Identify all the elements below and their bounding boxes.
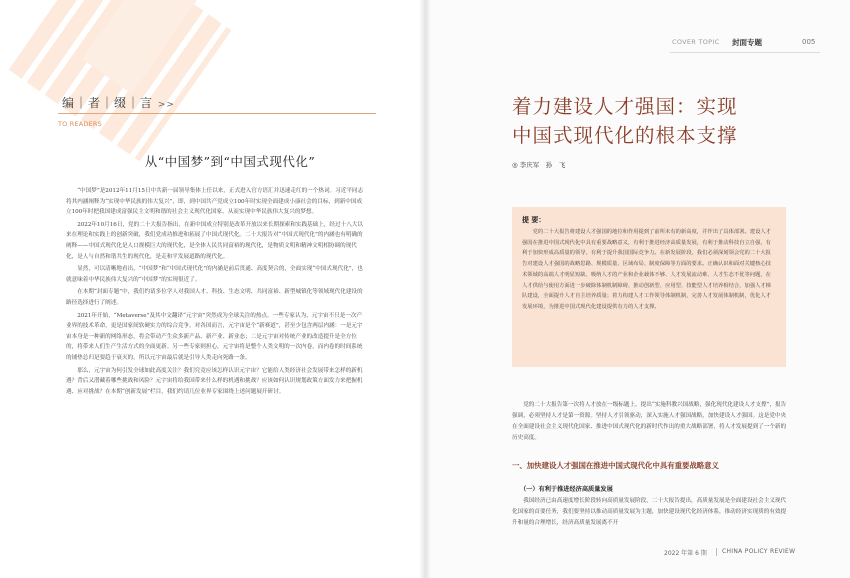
article-authors: ◎ 李庆军 孙 飞	[512, 161, 566, 169]
section-subtitle: TO READERS	[58, 120, 102, 128]
section-title	[62, 94, 175, 111]
editor-note-title: 从“中国梦”到“中国式现代化”	[144, 154, 316, 169]
page-gutter	[419, 0, 431, 578]
section-heading: 一、加快建设人才强国在推进中国式现代化中具有重要战略意义	[512, 461, 719, 470]
section-title-text: 编｜者｜缀｜言	[62, 96, 154, 110]
abstract-label: 提 要：	[522, 216, 546, 224]
section-rule	[58, 113, 376, 114]
article-body: 我国经济已由高速度增长阶段转向高质量发展阶段，二十大报告提出，高质量发展是全面建设社会主义现代化国家的首要任务，我们要坚持以推动高质量发展为主题，加快建设现代化经济体系，推动经济实现质的有效提升和量的合理增长，经济高质量发展离不开	[512, 498, 787, 526]
article-title-line-2: 中国式现代化的根本支撑	[512, 124, 738, 147]
article-intro: 党的二十大报告第一次将人才放在一级标题上，提出“实施科教兴国战略，强化现代化建设人才支撑”，报告强调，必须坚持人才是第一资源。坚持人才引领驱动，深入实施人才强国战略，加快建设人才强国。这是党中央在全面建设社会主义现代化国家、推进中国式现代化的新时代作出的重大战略部署，将人才发展提到了一个新的历史高度。	[512, 402, 787, 441]
editor-paragraph: 显然，可以清晰地看出，“中国梦”和“中国式现代化”的内涵是前后贯通、高度契合的，全面实现“中国式现代化”，也就意味着中华民族伟大复兴的“中国梦”的实现很近了。	[66, 266, 363, 283]
editor-paragraph: 那么，元宇宙为何引发全球如此高度关注？我们究竟应该怎样认识元宇宙？它能给人类经济社会发展带来怎样的新机遇？背后又潜藏着哪些挑战和风险？元宇宙将给我国带来什么样的机遇和挑战？应该如何认识规划政策方面发力来把握机遇、应对挑战？在本期“创新发展”栏目，我们约请几位业界专家围绕上述问题展开研讨。	[66, 367, 363, 395]
header-rule	[670, 52, 820, 53]
footer-divider	[716, 548, 717, 556]
editor-note-body	[66, 186, 366, 399]
article-title	[512, 92, 802, 150]
section-title-arrow: >>	[157, 100, 175, 110]
issue-label: 2022 年第 6 期	[664, 550, 707, 557]
abstract-text: 党的二十大报告将建设人才强国的地位和作用提到了前所未有的新高度，并作出了具体部署。建设人才强国在推进中国式现代化中具有重要战略意义，有利于推进经济高质量发展，有利于推动科技自立自强，有利于加快形成高质量的领导，有利于提升我国国际竞争力。在新发展阶段，我们必须深刻领会党的二十大报告对建设人才强国的战略思路、规模质量、区域布局、制度保障等方面的要求。正确认识和面对关键核心技术领域的高端人才明显短缺、吸纳人才的产业和企业载体不够、人才发展流动难、人才生态不优等问题，在人才供给与使用方面进一步破除体制机制障碍，推动创新型、应用型、技能型人才培养相结合，加强人才梯队建设，全面提升人才自主培养质量；着力构建人才工作领导体制机制，完善人才发展体制机制，优化人才发展环境，为推进中国式现代化建设提供有力的人才支撑。	[522, 229, 771, 310]
editor-paragraph: 2021年开始，“Metaverse”及其中文翻译“元宇宙”突然成为全球关注的热点。一些专家认为，元宇宙不只是一次产业界的技术革命，更是国家间软硬实力的综合竞争。对各国而言，元宇宙是个“新赛道”，甚至少包含两层内涵：一是元宇宙本身是一种新的网络形态，将会带动产生众多新产品、新产业、新业态；二是元宇宙对传统产业的改造提升是全方位的，将带来人们生产生活方式的全面更新。另一些专家则担心，元宇宙将是整个人类文明的一次内卷，而内卷的时间系统的铺垫总归是要趋于衰灭的，所以元宇宙最后就是引导人类走向死路一条。	[66, 312, 363, 361]
column-label: 封面专题	[732, 38, 762, 47]
cover-topic-label: COVER TOPIC	[672, 38, 720, 46]
article-title-line-1: 着力建设人才强国：实现	[512, 95, 738, 118]
editor-paragraph: 2022年10月16日，党的二十大报告指出，在新中国成立特别是改革开放以来长期探索和实践基础上，经过十八大以来在理论和实践上的创新突破，我们党成功推进和拓展了中国式现代化。二十大报告对“中国式现代化”的内涵也有明确的阐释——中国式现代化是人口规模巨大的现代化，是全体人民共同富裕的现代化，是物质文明和精神文明相协调的现代化，是人与自然和谐共生的现代化，是走和平发展道路的现代化。	[66, 221, 363, 260]
editor-paragraph: 在本期“封面专题”中，我们约请多位学人对我国人才、科技、生态文明、共同富裕、新型城镇化等领域现代化建设的路径选择进行了阐述。	[66, 289, 363, 306]
publication-name: CHINA POLICY REVIEW	[722, 548, 796, 555]
page-number: 005	[802, 38, 816, 46]
abstract-box	[512, 207, 786, 367]
subsection-heading: （一）有利于推进经济高质量发展	[520, 486, 613, 493]
editor-paragraph: “中国梦”是2012年11月15日中共新一届领导集体上任以来，正式进入官方语汇并迅速走红的一个热词。习近平同志将其内涵阐释为“实现中华民族的伟大复兴”，即，到中国共产党成立100年时实现全面建成小康社会的目标，到新中国成立100年时把我国建成富强民主文明和谐的社会主义现代化国家，从而实现中华民族伟大复兴的梦想。	[66, 188, 364, 216]
